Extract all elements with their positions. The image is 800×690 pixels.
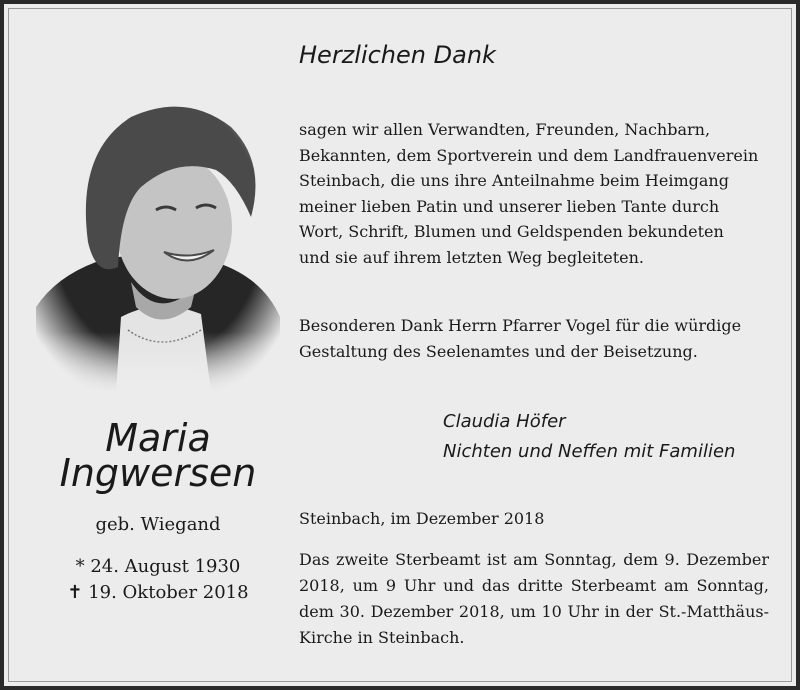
service-notice bbox=[299, 547, 769, 651]
notice-line: Das zweite Sterbeamt ist am Sonntag, dem 9. Dezember bbox=[299, 550, 769, 569]
place-date: Steinbach, im Dezember 2018 bbox=[299, 509, 545, 528]
paragraph-line: Bekannten, dem Sportverein und dem Landfrauenverein bbox=[299, 145, 759, 165]
thanks-paragraph bbox=[299, 117, 769, 271]
death-date: ✝ 19. Oktober 2018 bbox=[67, 582, 249, 603]
notice-line: dem 30. Dezember 2018, um 10 Uhr in der St.-Matthäus- bbox=[299, 602, 769, 621]
paragraph-line: und sie auf ihrem letzten Weg begleiteten. bbox=[299, 247, 644, 267]
special-thanks-paragraph bbox=[299, 313, 769, 364]
deceased-first-name: Maria bbox=[105, 416, 211, 460]
notice-line: 2018, um 9 Uhr und das dritte Sterbeamt am Sonntag, bbox=[299, 576, 769, 595]
paragraph-line: Steinbach, die uns ihre Anteilnahme beim Heimgang bbox=[299, 171, 729, 191]
signature-family: Nichten und Neffen mit Familien bbox=[443, 441, 736, 462]
notice-line: Kirche in Steinbach. bbox=[299, 628, 465, 647]
thanks-heading: Herzlichen Dank bbox=[299, 41, 496, 69]
paragraph-line: Besonderen Dank Herrn Pfarrer Vogel für die würdige bbox=[299, 316, 742, 335]
paragraph-line: Wort, Schrift, Blumen und Geldspenden bekundeten bbox=[299, 222, 724, 242]
portrait-photo bbox=[36, 92, 280, 392]
paragraph-line: sagen wir allen Verwandten, Freunden, Nachbarn, bbox=[299, 120, 711, 139]
paragraph-line: Gestaltung des Seelenamtes und der Beisetzung. bbox=[299, 341, 698, 361]
birth-date: * 24. August 1930 bbox=[75, 556, 241, 577]
paragraph-line: meiner lieben Patin und unserer lieben Tante durch bbox=[299, 196, 720, 216]
signature-name: Claudia Höfer bbox=[443, 411, 566, 432]
born-name: geb. Wiegand bbox=[95, 514, 221, 535]
deceased-last-name: Ingwersen bbox=[59, 451, 257, 495]
